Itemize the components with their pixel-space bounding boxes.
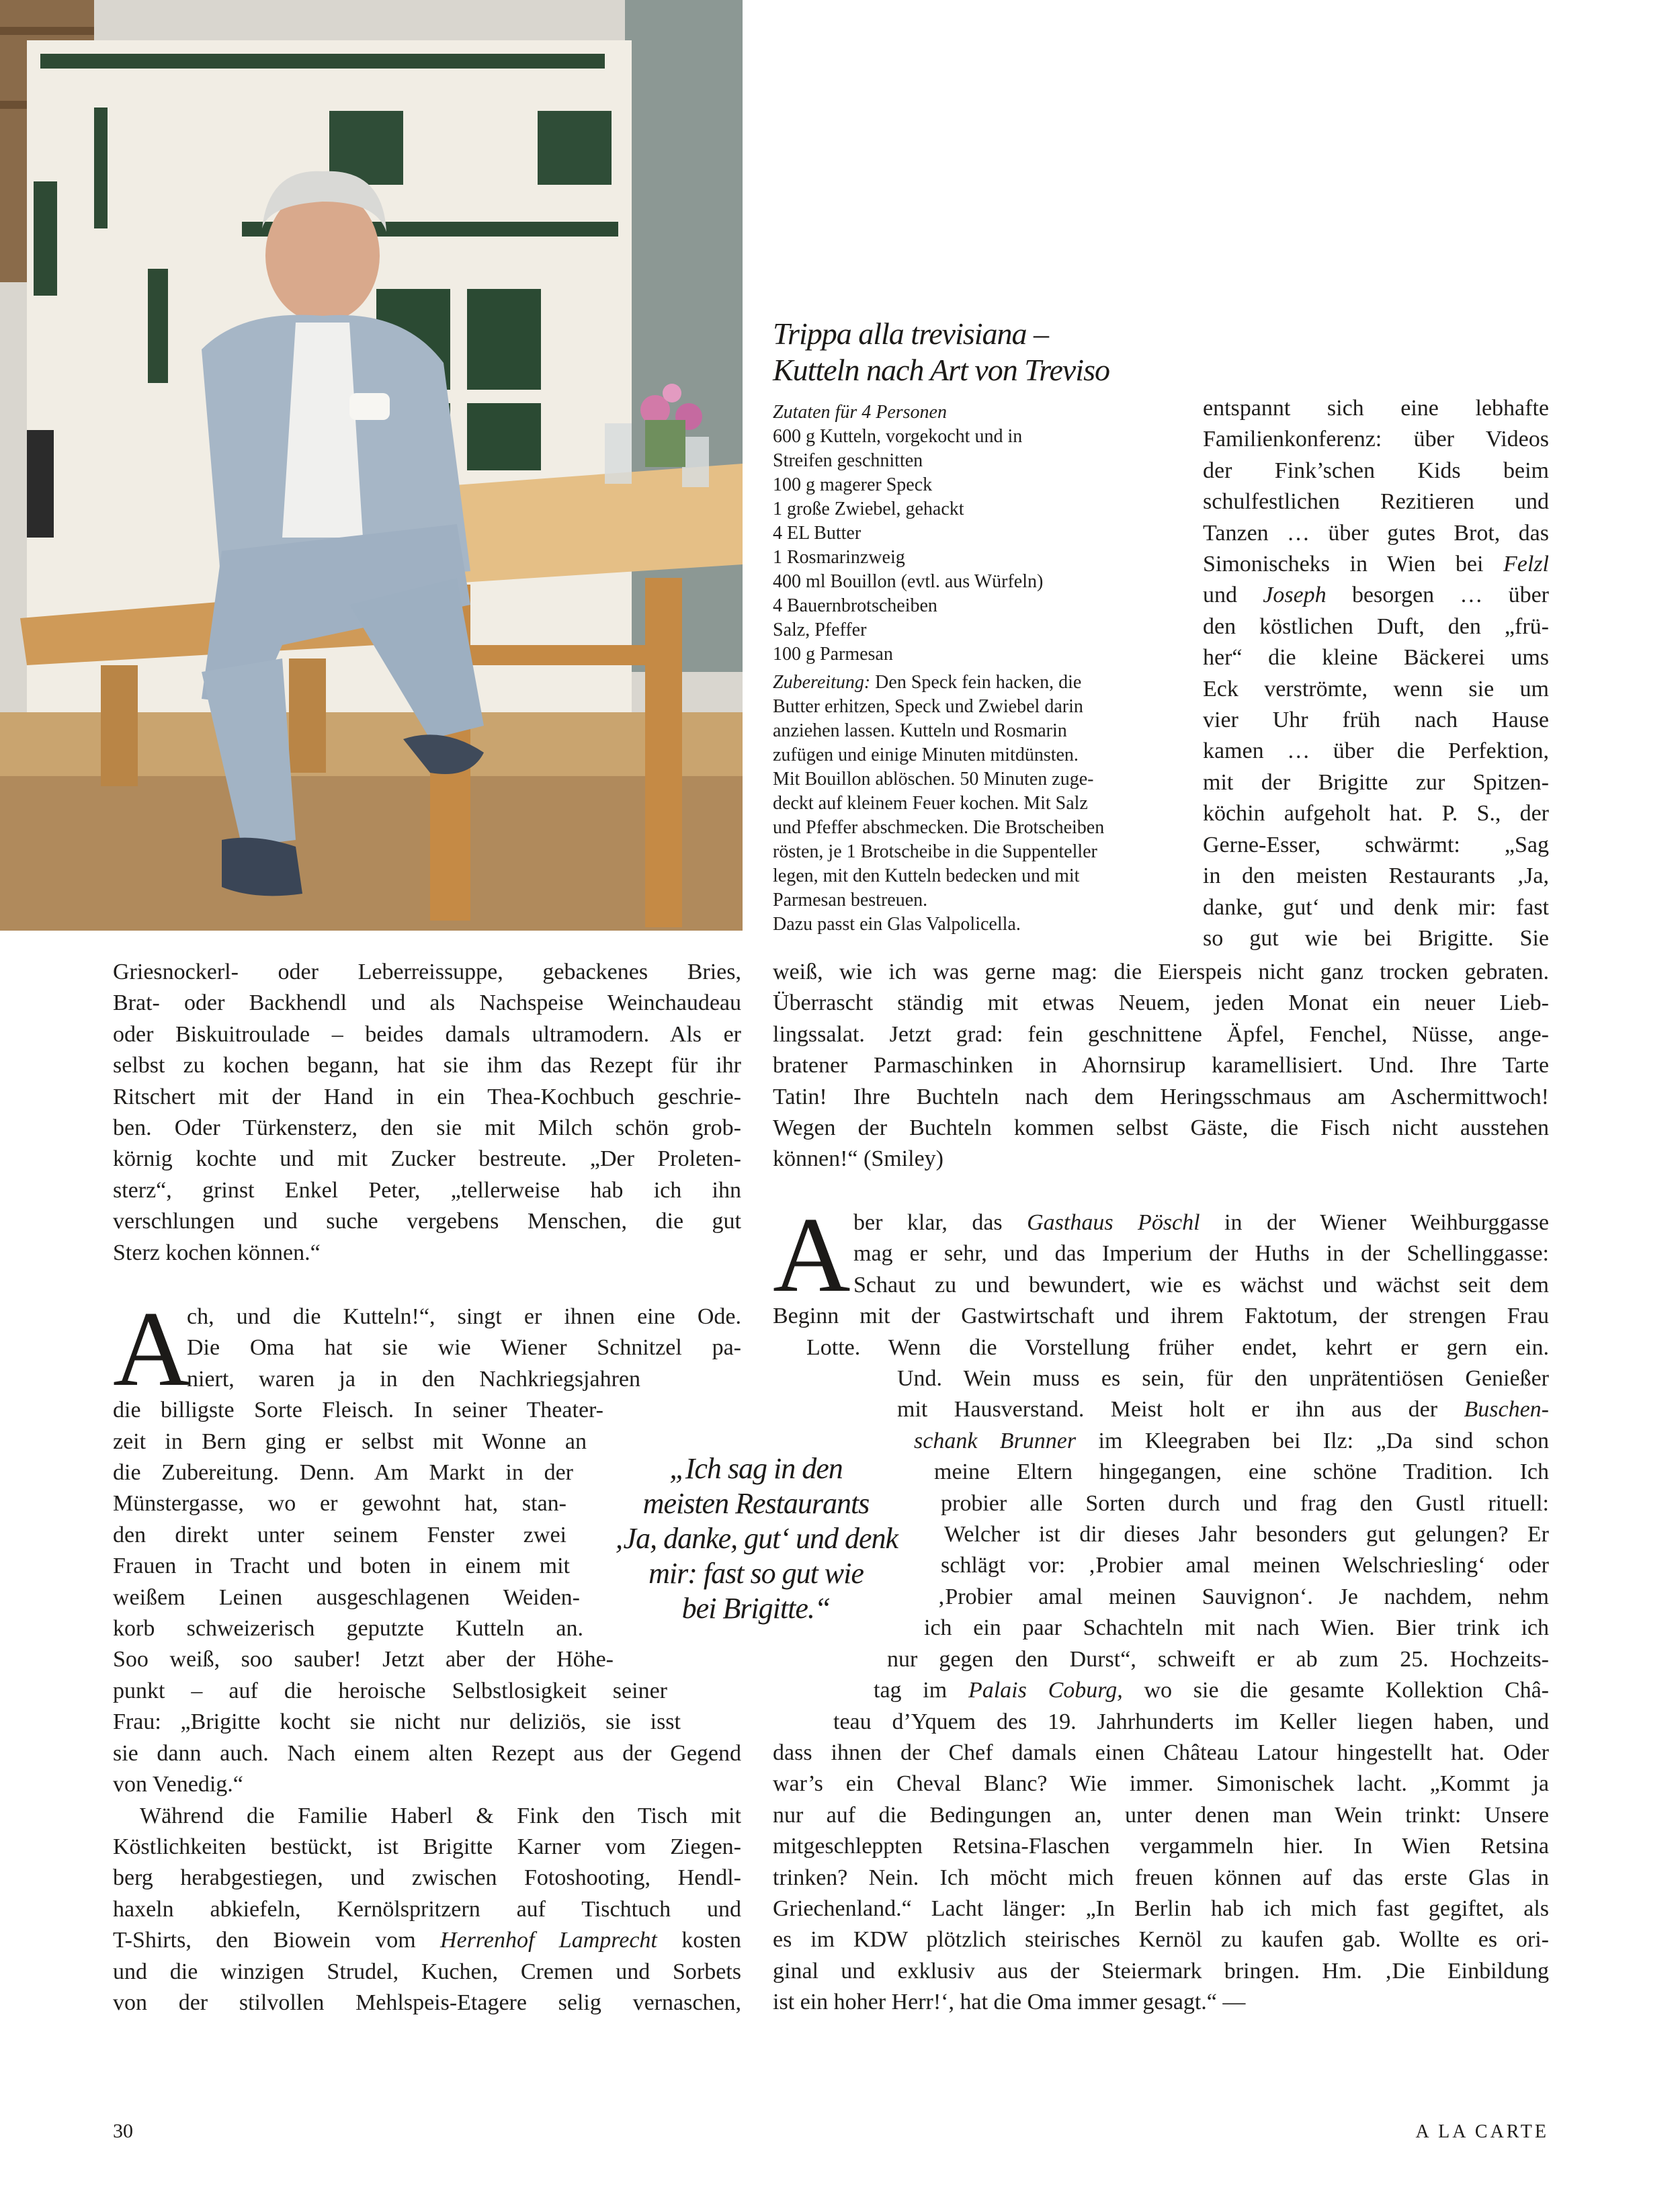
text-line: den direkt unter seinem Fenster zwei [113, 1522, 566, 1547]
text-line: ist ein hoher Herr!‘, hat die Oma immer gesagt.“ — [773, 1990, 1246, 2015]
text-segment: im Kleegraben bei Ilz: „Da sind schon [1076, 1428, 1549, 1453]
text-line: Familienkonferenz: über Videos [1203, 427, 1549, 452]
recipe-body [773, 400, 1176, 937]
text-line: körnig kochte und mit Zucker bestreute. „Der Proleten- [113, 1146, 741, 1172]
text-line: Frau: „Brigitte kocht sie nicht nur deliziös, sie isst [113, 1709, 681, 1735]
text-line: danke, gut‘ und denk mir: fast [1203, 894, 1549, 920]
text-line: Schaut zu und bewundert, wie es wächst und wächst seit dem [853, 1272, 1549, 1298]
drop-cap: A [773, 1195, 851, 1314]
text-line: können!“ (Smiley) [773, 1146, 943, 1172]
steps-line: Mit Bouillon ablöschen. 50 Minuten zuge- [773, 769, 1094, 790]
text-line: ben. Oder Türkensterz, den sie mit Milch schön grob- [113, 1115, 741, 1141]
text-line: so gut wie bei Brigitte. Sie [1203, 925, 1549, 951]
text-segment: besorgen … über [1326, 583, 1549, 608]
text-line: weißem Leinen ausgeschlagenen Weiden- [113, 1584, 580, 1610]
text-line: Soo weiß, soo sauber! Jetzt aber der Höhe- [113, 1647, 614, 1672]
text-line [874, 1675, 1549, 1706]
text-line: bratener Parmaschinken in Ahornsirup karamellisiert. Und. Ihre Tarte [773, 1053, 1549, 1078]
text-segment: T-Shirts, den Biowein vom [113, 1928, 441, 1953]
text-line: Die Oma hat sie wie Wiener Schnitzel pa- [187, 1335, 741, 1361]
ingredient: 1 Rosmarinzweig [773, 547, 905, 568]
ingredients-label: Zutaten für 4 Personen [773, 402, 947, 423]
text-line: und die winzigen Strudel, Kuchen, Cremen und Sorbets [113, 1959, 741, 1984]
text-line [853, 1207, 1549, 1238]
text-line: der Fink’schen Kids beim [1203, 458, 1549, 483]
text-line: Griesnockerl- oder Leberreissuppe, gebackenes Bries, [113, 960, 741, 984]
text-line: lingssalat. Jetzt grad: fein geschnittene Äpfel, Fenchel, Nüsse, ange- [773, 1021, 1549, 1047]
text-segment: und [1203, 583, 1263, 608]
text-line: war’s ein Cheval Blanc? Wie immer. Simonischek lacht. „Kommt ja [773, 1771, 1549, 1797]
ingredient: 100 g Parmesan [773, 644, 893, 665]
text-line: schlägt vor: ‚Probier amal meinen Welschriesling‘ oder [941, 1553, 1549, 1578]
text-line: Eck verströmte, wenn sie um [1203, 676, 1549, 702]
text-line: Tatin! Ihre Buchteln nach dem Heringsschmaus am Aschermittwoch! [773, 1084, 1549, 1109]
text-line: den köstlichen Duft, den „frü- [1203, 613, 1549, 639]
text-line: haxeln abkiefeln, Kernölspritzern auf Tischtuch und [113, 1896, 741, 1922]
text-line: Ritschert mit der Hand in ein Thea-Kochbuch geschrie- [113, 1084, 741, 1109]
steps-line: Butter erhitzen, Speck und Zwiebel darin [773, 696, 1083, 717]
italic-name: schank Brunner [914, 1428, 1077, 1453]
text-line: mag er sehr, und das Imperium der Huths in der Schellinggasse: [853, 1241, 1549, 1267]
text-segment: tag im [874, 1678, 968, 1703]
text-line: die Zubereitung. Denn. Am Markt in der [113, 1460, 573, 1486]
quote-line: „Ich sag in den [669, 1452, 843, 1485]
text-line: punkt – auf die heroische Selbstlosigkeit seiner [113, 1678, 667, 1703]
text-line: mit der Brigitte zur Spitzen- [1203, 769, 1549, 795]
text-line [113, 1925, 741, 1956]
steps-line: Den Speck fein hacken, die [870, 672, 1082, 693]
article-section-right [773, 1195, 1550, 2018]
text-line: Gerne-Esser, schwärmt: „Sag [1203, 832, 1549, 857]
steps-line: legen, mit den Kutteln bedecken und mit [773, 865, 1080, 886]
text-line [897, 1394, 1549, 1425]
text-line: sie dann auch. Nach einem alten Rezept aus der Gegend [113, 1740, 741, 1766]
ingredient: 4 Bauernbrotscheiben [773, 595, 937, 616]
text-line: mitgeschleppten Retsina-Flaschen vergammeln hier. In Wien Retsina [773, 1834, 1549, 1859]
text-line: in den meisten Restaurants ‚Ja, [1203, 863, 1549, 889]
text-line: Frauen in Tracht und boten in einem mit [113, 1554, 570, 1579]
italic-name: Palais Coburg, [968, 1678, 1123, 1703]
text-line: verschlungen und suche vergebens Menschen, die gut [113, 1209, 741, 1234]
steps-line: zufügen und einige Minuten mitdünsten. [773, 745, 1079, 765]
text-line: ich ein paar Schachteln mit nach Wien. Bier trink ich [924, 1615, 1549, 1641]
recipe-title [773, 316, 1176, 388]
text-segment: Simonischeks in Wien bei [1203, 552, 1504, 577]
text-line: meine Eltern hingegangen, eine schöne Tradition. Ich [934, 1459, 1549, 1485]
text-line: Wegen der Buchteln kommen selbst Gäste, die Fisch nicht ausstehen [773, 1115, 1549, 1141]
italic-name: Joseph [1263, 583, 1327, 608]
text-line: Köstlichkeiten bestückt, ist Brigitte Karner vom Ziegen- [113, 1834, 741, 1859]
ingredient: 1 große Zwiebel, gehackt [773, 499, 964, 519]
portrait-photo [0, 0, 743, 931]
text-line: Münstergasse, wo er gewohnt hat, stan- [113, 1491, 566, 1517]
preparation-steps [773, 671, 1176, 937]
text-line: sterz“, grinst Enkel Peter, „tellerweise hab ich ihn [113, 1177, 741, 1203]
text-line: Während die Familie Haberl & Fink den Tisch mit [140, 1803, 741, 1828]
quote-line: meisten Restaurants [642, 1487, 870, 1520]
quote-line: ‚Ja, danke, gut‘ und denk [614, 1522, 898, 1555]
text-line: korb schweizerisch geputzte Kutteln an. [113, 1616, 583, 1642]
text-line: zeit in Bern ging er selbst mit Wonne an [113, 1429, 587, 1454]
text-line: niert, waren ja in den Nachkriegsjahren [187, 1366, 640, 1392]
text-line: von der stilvollen Mehlspeis-Etagere selig vernaschen, [113, 1990, 741, 2015]
text-line [914, 1426, 1549, 1457]
italic-name: Buschen- [1464, 1397, 1549, 1422]
quote-line: mir: fast so gut wie [648, 1557, 864, 1590]
text-line: die billigste Sorte Fleisch. In seiner Theater- [113, 1398, 603, 1423]
text-segment: ber klar, das [853, 1210, 1027, 1235]
steps-line: Dazu passt ein Glas Valpolicella. [773, 914, 1021, 935]
steps-line: deckt auf kleinem Feuer kochen. Mit Salz [773, 793, 1088, 814]
ingredient: Streifen geschnitten [773, 450, 923, 471]
text-line: dass ihnen der Chef damals einen Château Latour hingestellt hat. Oder [773, 1740, 1549, 1765]
steps-line: rösten, je 1 Brotscheibe in die Suppenteller [773, 841, 1097, 862]
text-line: Sterz kochen können.“ [113, 1240, 321, 1265]
text-line: teau d’Yquem des 19. Jahrhunderts im Keller liegen haben, und [833, 1709, 1549, 1734]
drop-cap: A [113, 1289, 191, 1408]
ingredient: 400 ml Bouillon (evtl. aus Würfeln) [773, 571, 1044, 592]
text-line: Lotte. Wenn die Vorstellung früher endet, kehrt er gern ein. [806, 1334, 1549, 1360]
text-segment: wo sie die gesamte Kollektion Châ- [1122, 1678, 1550, 1703]
text-line: Brat- oder Backhendl und als Nachspeise Weinchaudeau [113, 990, 741, 1016]
text-line: ch, und die Kutteln!“, singt er ihnen eine Ode. [187, 1304, 741, 1329]
text-line: berg herabgestiegen, und zwischen Fotoshooting, Hendl- [113, 1865, 741, 1891]
text-line: ginal und exklusiv aus der Steiermark bringen. Hm. ‚Die Einbildung [773, 1958, 1549, 1984]
text-line: entspannt sich eine lebhafte [1203, 396, 1549, 421]
recipe-title-line: Trippa alla trevisiana – [773, 316, 1049, 351]
ingredient: 4 EL Butter [773, 523, 862, 544]
ingredient: 600 g Kutteln, vorgekocht und in [773, 426, 1023, 447]
recipe-title-line: Kutteln nach Art von Treviso [773, 353, 1109, 387]
italic-name: Felzl [1503, 552, 1549, 577]
article-column-left [113, 957, 741, 1269]
text-segment: kosten [657, 1928, 741, 1953]
text-line: selbst zu kochen begann, hat sie ihm das Rezept für ihr [113, 1053, 741, 1078]
italic-name: Herrenhof Lamprecht [440, 1928, 657, 1953]
ingredient: Salz, Pfeffer [773, 620, 867, 640]
steps-line: anziehen lassen. Kutteln und Rosmarin [773, 720, 1067, 741]
text-line: kamen … über die Perfektion, [1203, 738, 1549, 764]
article-column-right-continued [773, 957, 1549, 1175]
text-segment: mit Hausverstand. Meist holt er ihn aus der [897, 1397, 1464, 1422]
text-line: ‚Probier amal meinen Sauvignon‘. Je nachdem, nehm [937, 1584, 1549, 1609]
steps-line: Parmesan bestreuen. [773, 890, 928, 910]
text-line: schulfestlichen Rezitieren und [1203, 489, 1549, 515]
text-line: oder Biskuitroulade – beides damals ultramodern. Als er [113, 1021, 741, 1047]
text-line: Und. Wein muss es sein, für den unprätentiösen Genießer [897, 1366, 1549, 1392]
text-line: Griechenland.“ Lacht länger: „In Berlin hab ich mich fast gegiftet, als [773, 1896, 1549, 1921]
text-line: Welcher ist dir dieses Jahr besonders gut gelungen? Er [944, 1522, 1549, 1547]
text-line: Beginn mit der Gastwirtschaft und ihrem Faktotum, der strengen Frau [773, 1304, 1549, 1329]
text-line: Tanzen … über gutes Brot, das [1203, 520, 1549, 546]
text-line: vier Uhr früh nach Hause [1203, 708, 1549, 733]
text-line: nur auf die Bedingungen an, unter denen man Wein trinkt: Unsere [773, 1802, 1549, 1828]
text-line: köchin aufgeholt hat. P. S., der [1203, 801, 1549, 826]
text-line [1203, 580, 1549, 611]
text-line: her“ die kleine Bäckerei ums [1203, 645, 1549, 671]
quote-line: bei Brigitte.“ [681, 1592, 831, 1625]
text-line: von Venedig.“ [113, 1772, 243, 1797]
text-line: nur gegen den Durst“, schweift er ab zum 25. Hochzeits- [887, 1646, 1549, 1672]
text-line: weiß, wie ich was gerne mag: die Eierspeis nicht ganz trocken gebraten. [773, 960, 1549, 984]
text-line: es im KDW plötzlich steirisches Kernöl zu kaufen gab. Wollte es ori- [773, 1927, 1549, 1953]
text-line: probier alle Sorten durch und frag den Gustl rituell: [941, 1490, 1549, 1516]
steps-line: und Pfeffer abschmecken. Die Brotscheiben [773, 817, 1105, 838]
italic-name: Gasthaus Pöschl [1027, 1210, 1200, 1235]
text-line: trinken? Nein. Ich möcht mich freuen können auf das erste Glas in [773, 1865, 1549, 1890]
article-column-right-top [1203, 393, 1549, 954]
article-section-left [113, 1289, 741, 2018]
text-segment: in der Wiener Weihburggasse [1200, 1210, 1550, 1235]
page-number: 30 [113, 2120, 133, 2142]
ingredient: 100 g magerer Speck [773, 474, 933, 495]
magazine-section-title: A LA CARTE [1415, 2121, 1549, 2142]
text-line: Überrascht ständig mit etwas Neuem, jeden Monat ein neuer Lieb- [773, 990, 1549, 1016]
ingredients-list [773, 425, 1176, 667]
text-line [1203, 549, 1549, 580]
steps-label: Zubereitung: [773, 672, 871, 693]
